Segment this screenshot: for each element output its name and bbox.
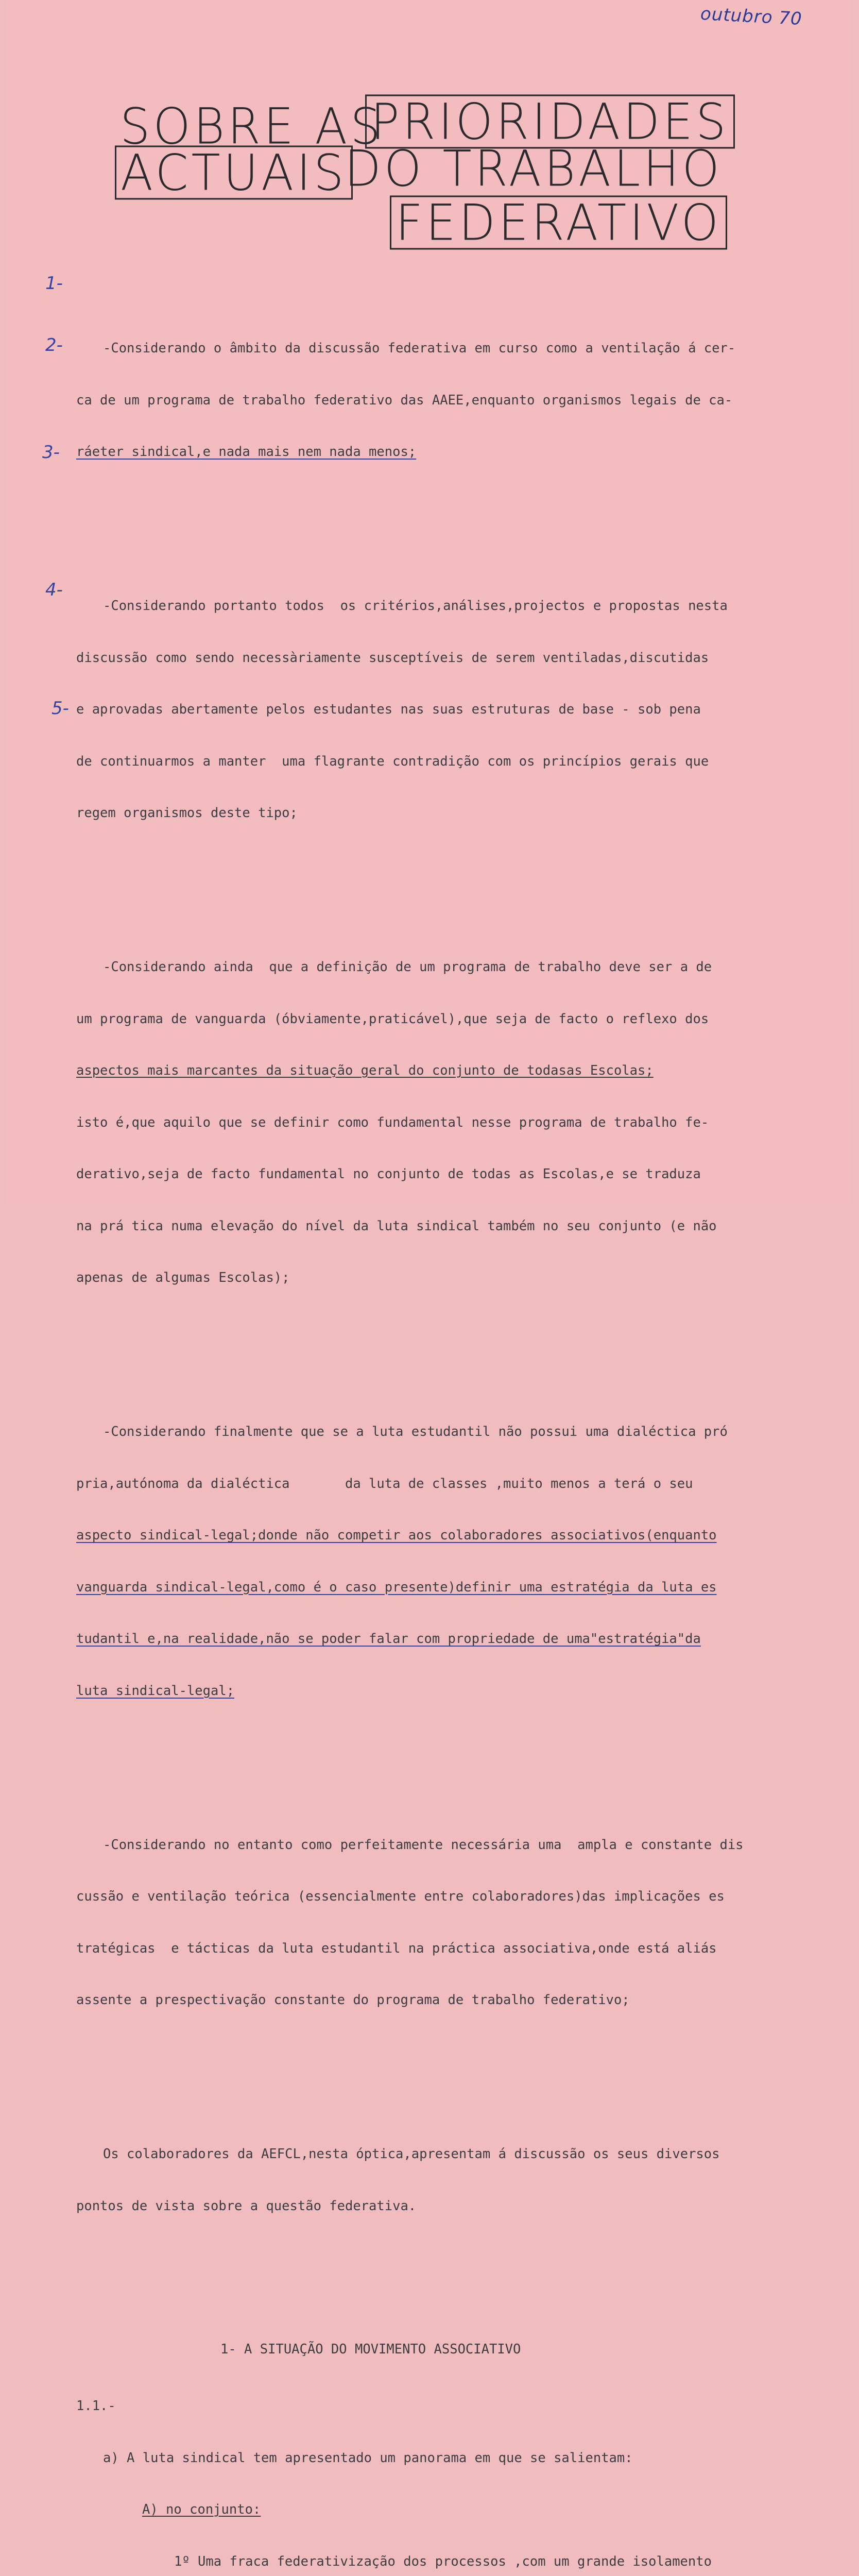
text-line: pontos de vista sobre a questão federativa. <box>76 2198 417 2214</box>
title-word-do-trabalho: DO TRABALHO <box>345 140 723 198</box>
text-line: assente a prespectivação constante do programa de trabalho federativo; <box>76 1992 630 2008</box>
margin-number-5: 5- <box>51 698 69 719</box>
text-line: e aprovadas abertamente pelos estudantes nas suas estruturas de base - sob pena <box>76 702 701 717</box>
margin-number-3: 3- <box>42 442 60 463</box>
text-line: na prá tica numa elevação do nível da luta sindical também no seu conjunto (e não <box>76 1218 717 1234</box>
document-body <box>76 271 787 2576</box>
section-heading: 1- A SITUAÇÃO DO MOVIMENTO ASSOCIATIVO <box>220 2341 521 2357</box>
title-word-actuais: ACTUAIS <box>115 146 353 200</box>
list-label-a: A) no conjunto: <box>142 2502 261 2517</box>
text-line: um programa de vanguarda (óbviamente,praticável),que seja de facto o reflexo dos <box>76 1011 709 1027</box>
title-word-federativo: FEDERATIVO <box>390 196 727 250</box>
text-line: ca de um programa de trabalho federativo das AAEE,enquanto organismos legais de ca- <box>76 392 733 408</box>
text-line: aspectos mais marcantes da situação geral do conjunto de todasas Escolas; <box>76 1063 654 1078</box>
subsection-intro: a) A luta sindical tem apresentado um panorama em que se salientam: <box>103 2450 633 2466</box>
text-line: vanguarda sindical-legal,como é o caso presente)definir uma estratégia da luta es <box>76 1579 717 1595</box>
text-line: de continuarmos a manter uma flagrante contradição com os princípios gerais que <box>76 753 709 769</box>
text-line: tudantil e,na realidade,não se poder falar com propriedade de uma"estratégia"da <box>76 1631 701 1647</box>
title-word-prioridades: PRIORIDADES <box>365 95 735 149</box>
text-line: -Considerando o âmbito da discussão federativa em curso como a ventilação á cer- <box>103 341 736 356</box>
text-line: apenas de algumas Escolas); <box>76 1270 290 1285</box>
text-line: -Considerando portanto todos os critérios,análises,projectos e propostas nesta <box>103 598 728 614</box>
text-line: discussão como sendo necessàriamente susceptíveis de serem ventiladas,discutidas <box>76 650 709 666</box>
paragraph-6 <box>76 2111 787 2249</box>
text-line: ráeter sindical,e nada mais nem nada menos; <box>76 444 417 460</box>
margin-number-2: 2- <box>45 335 63 355</box>
document-title <box>0 0 859 268</box>
list-item: 1º Uma fraca federativização dos processos ,com um grande isolamento <box>174 2553 712 2569</box>
paragraph-5 <box>76 1802 787 2044</box>
paragraph-1 <box>76 306 787 496</box>
text-line: aspecto sindical-legal;donde não competir aos colaboradores associativos(enquanto <box>76 1528 717 1543</box>
text-line: -Considerando finalmente que se a luta estudantil não possui uma dialéctica pró <box>103 1424 728 1439</box>
text-line: -Considerando no entanto como perfeitamente necessária uma ampla e constante dis <box>103 1837 744 1853</box>
text-line: derativo,seja de facto fundamental no conjunto de todas as Escolas,e se traduza <box>76 1166 701 1182</box>
handwritten-date-note: outubro 70 <box>700 3 803 30</box>
subsection-number: 1.1.- <box>76 2398 116 2414</box>
paragraph-4 <box>76 1389 787 1734</box>
paragraph-3 <box>76 924 787 1321</box>
margin-number-4: 4- <box>45 580 63 600</box>
text-line: cussão e ventilação teórica (essencialmente entre colaboradores)das implicações es <box>76 1889 725 1904</box>
text-line: regem organismos deste tipo; <box>76 805 298 821</box>
text-line: tratégicas e tácticas da luta estudantil na práctica associativa,onde está aliás <box>76 1940 717 1956</box>
text-line: pria,autónoma da dialéctica da luta de classes ,muito menos a terá o seu <box>76 1476 693 1492</box>
title-word-sobre-as: SOBRE AS <box>120 97 384 156</box>
text-line: -Considerando ainda que a definição de um programa de trabalho deve ser a de <box>103 959 712 975</box>
text-line: luta sindical-legal; <box>76 1683 235 1699</box>
text-line: isto é,que aquilo que se definir como fundamental nesse programa de trabalho fe- <box>76 1114 709 1130</box>
margin-number-1: 1- <box>45 273 63 294</box>
paragraph-2 <box>76 563 787 857</box>
text-line: Os colaboradores da AEFCL,nesta óptica,apresentam á discussão os seus diversos <box>103 2146 720 2162</box>
